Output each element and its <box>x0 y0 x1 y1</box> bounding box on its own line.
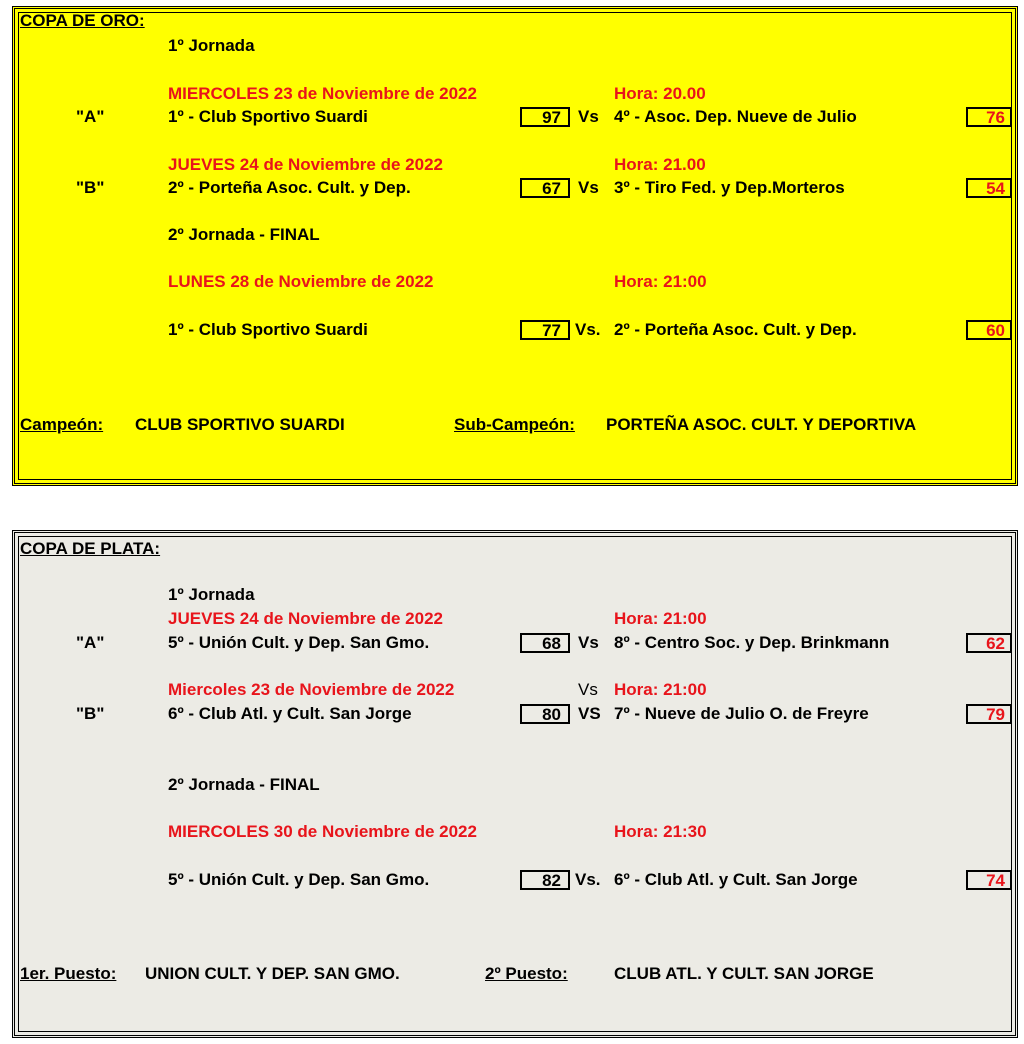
match-a-time: Hora: 20.00 <box>614 84 706 103</box>
final-away-score: 60 <box>966 320 1012 340</box>
match-a-date: JUEVES 24 de Noviembre de 2022 <box>168 609 443 628</box>
match-b-away-team: 7º - Nueve de Julio O. de Freyre <box>614 704 869 723</box>
match-b-home-team: 6º - Club Atl. y Cult. San Jorge <box>168 704 412 723</box>
match-b-home-team: 2º - Porteña Asoc. Cult. y Dep. <box>168 178 411 197</box>
match-b-away-team: 3º - Tiro Fed. y Dep.Morteros <box>614 178 845 197</box>
match-a-away-team: 4º - Asoc. Dep. Nueve de Julio <box>614 107 857 126</box>
match-b-time: Hora: 21.00 <box>614 155 706 174</box>
match-b-date: JUEVES 24 de Noviembre de 2022 <box>168 155 443 174</box>
final-date: MIERCOLES 30 de Noviembre de 2022 <box>168 822 477 841</box>
group-a-label: "A" <box>76 107 105 126</box>
first-place-name: UNION CULT. Y DEP. SAN GMO. <box>145 964 400 983</box>
first-place-label: 1er. Puesto: <box>20 964 117 983</box>
group-b-label: "B" <box>76 178 105 197</box>
second-place-label: 2º Puesto: <box>485 964 568 983</box>
final-home-team: 1º - Club Sportivo Suardi <box>168 320 368 339</box>
final-away-team: 2º - Porteña Asoc. Cult. y Dep. <box>614 320 857 339</box>
copa-de-oro-title: COPA DE ORO: <box>20 11 145 30</box>
final-home-score: 77 <box>520 320 570 340</box>
match-b-home-score: 80 <box>520 704 570 724</box>
jornada-1-heading: 1º Jornada <box>168 36 255 55</box>
match-b-away-score: 54 <box>966 178 1012 198</box>
match-a-home-score: 68 <box>520 633 570 653</box>
match-b-home-score: 67 <box>520 178 570 198</box>
match-a-home-team: 5º - Unión Cult. y Dep. San Gmo. <box>168 633 430 652</box>
match-b-vs: Vs <box>578 178 599 197</box>
runnerup-name: PORTEÑA ASOC. CULT. Y DEPORTIVA <box>606 415 917 434</box>
match-b-date: Miercoles 23 de Noviembre de 2022 <box>168 680 455 699</box>
match-b-vs: VS <box>578 704 601 723</box>
jornada-2-heading: 2º Jornada - FINAL <box>168 225 320 244</box>
group-b-label: "B" <box>76 704 105 723</box>
copa-de-oro-panel <box>12 6 1018 486</box>
match-a-away-score: 62 <box>966 633 1012 653</box>
match-a-home-score: 97 <box>520 107 570 127</box>
runnerup-label: Sub-Campeón: <box>454 415 575 434</box>
champion-name: CLUB SPORTIVO SUARDI <box>135 415 345 434</box>
copa-de-plata-panel <box>12 530 1018 1038</box>
final-home-score: 82 <box>520 870 570 890</box>
match-b-date-vs: Vs <box>578 680 598 699</box>
group-a-label: "A" <box>76 633 105 652</box>
final-home-team: 5º - Unión Cult. y Dep. San Gmo. <box>168 870 430 889</box>
final-date: LUNES 28 de Noviembre de 2022 <box>168 272 434 291</box>
match-b-time: Hora: 21:00 <box>614 680 707 699</box>
final-vs: Vs. <box>575 320 601 339</box>
match-a-time: Hora: 21:00 <box>614 609 707 628</box>
match-a-away-score: 76 <box>966 107 1012 127</box>
match-a-vs: Vs <box>578 107 599 126</box>
match-a-vs: Vs <box>578 633 599 652</box>
match-a-date: MIERCOLES 23 de Noviembre de 2022 <box>168 84 477 103</box>
copa-de-plata-title: COPA DE PLATA: <box>20 539 161 558</box>
final-away-score: 74 <box>966 870 1012 890</box>
champion-label: Campeón: <box>20 415 104 434</box>
final-vs: Vs. <box>575 870 601 889</box>
match-a-home-team: 1º - Club Sportivo Suardi <box>168 107 368 126</box>
final-time: Hora: 21:00 <box>614 272 707 291</box>
second-place-name: CLUB ATL. Y CULT. SAN JORGE <box>614 964 874 983</box>
final-away-team: 6º - Club Atl. y Cult. San Jorge <box>614 870 858 889</box>
jornada-1-heading: 1º Jornada <box>168 585 255 604</box>
final-time: Hora: 21:30 <box>614 822 707 841</box>
match-a-away-team: 8º - Centro Soc. y Dep. Brinkmann <box>614 633 890 652</box>
match-b-away-score: 79 <box>966 704 1012 724</box>
jornada-2-heading: 2º Jornada - FINAL <box>168 775 320 794</box>
